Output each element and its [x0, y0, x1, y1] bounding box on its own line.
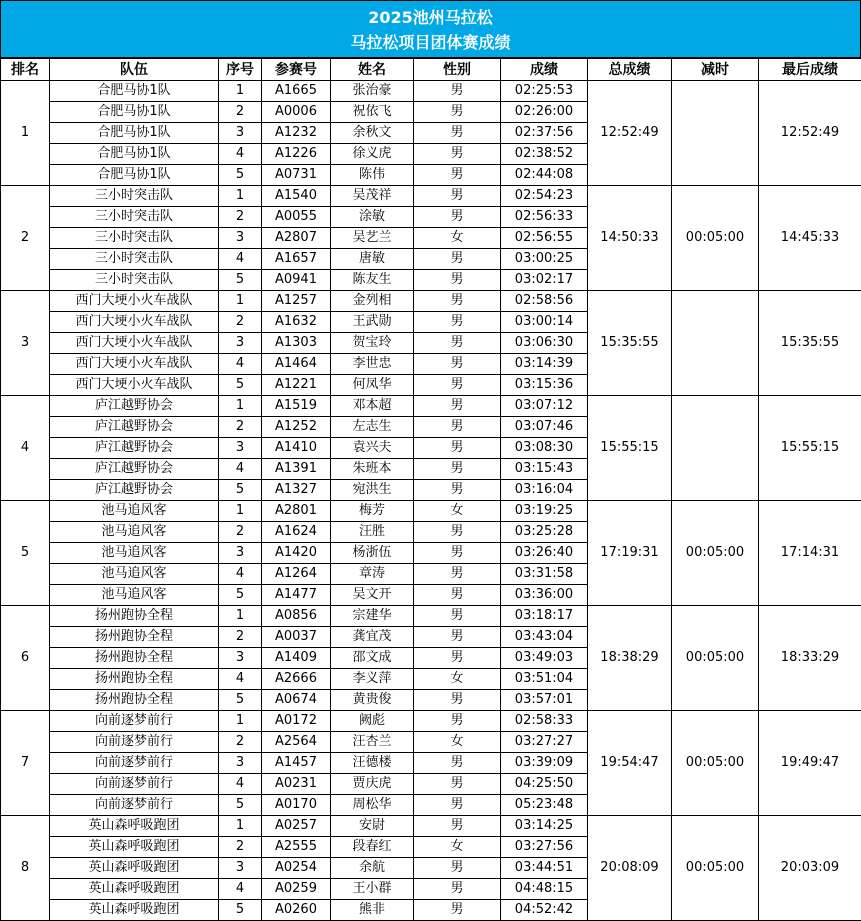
final-cell: 18:33:29: [759, 606, 861, 711]
time-cell: 02:58:56: [501, 291, 588, 312]
bib-cell: A0731: [262, 165, 331, 186]
team-cell: 庐江越野协会: [50, 438, 219, 459]
name-cell: 宗建华: [331, 606, 414, 627]
gender-cell: 男: [414, 333, 501, 354]
team-cell: 三小时突击队: [50, 207, 219, 228]
seq-cell: 2: [219, 417, 262, 438]
name-cell: 邵文成: [331, 648, 414, 669]
gender-cell: 男: [414, 396, 501, 417]
gender-cell: 男: [414, 753, 501, 774]
gender-cell: 男: [414, 900, 501, 921]
header-gender: 性别: [414, 59, 501, 81]
bib-cell: A1221: [262, 375, 331, 396]
time-cell: 03:31:58: [501, 564, 588, 585]
seq-cell: 4: [219, 669, 262, 690]
seq-cell: 1: [219, 816, 262, 837]
time-cell: 03:18:17: [501, 606, 588, 627]
gender-cell: 男: [414, 648, 501, 669]
gender-cell: 男: [414, 816, 501, 837]
team-cell: 扬州跑协全程: [50, 648, 219, 669]
seq-cell: 4: [219, 144, 262, 165]
time-cell: 03:25:28: [501, 522, 588, 543]
name-cell: 吴文开: [331, 585, 414, 606]
time-cell: 03:07:46: [501, 417, 588, 438]
team-results-table: [0, 58, 861, 921]
gender-cell: 男: [414, 690, 501, 711]
bib-cell: A1540: [262, 186, 331, 207]
time-cell: 03:08:30: [501, 438, 588, 459]
time-cell: 03:27:27: [501, 732, 588, 753]
team-cell: 西门大埂小火车战队: [50, 333, 219, 354]
name-cell: 吴茂祥: [331, 186, 414, 207]
bib-cell: A2555: [262, 837, 331, 858]
gender-cell: 男: [414, 480, 501, 501]
rank-cell: 7: [1, 711, 50, 816]
seq-cell: 5: [219, 585, 262, 606]
gender-cell: 男: [414, 123, 501, 144]
team-cell: 向前逐梦前行: [50, 795, 219, 816]
total-cell: 15:35:55: [588, 291, 672, 396]
bib-cell: A0856: [262, 606, 331, 627]
gender-cell: 男: [414, 207, 501, 228]
gender-cell: 男: [414, 459, 501, 480]
gender-cell: 女: [414, 837, 501, 858]
seq-cell: 1: [219, 396, 262, 417]
final-cell: 20:03:09: [759, 816, 861, 921]
bib-cell: A0172: [262, 711, 331, 732]
bib-cell: A0257: [262, 816, 331, 837]
final-cell: 19:49:47: [759, 711, 861, 816]
deduct-cell: [672, 396, 759, 501]
seq-cell: 2: [219, 522, 262, 543]
time-cell: 02:58:33: [501, 711, 588, 732]
deduct-cell: 00:05:00: [672, 816, 759, 921]
name-cell: 贾庆虎: [331, 774, 414, 795]
seq-cell: 3: [219, 333, 262, 354]
time-cell: 03:26:40: [501, 543, 588, 564]
team-cell: 三小时突击队: [50, 270, 219, 291]
bib-cell: A2666: [262, 669, 331, 690]
seq-cell: 3: [219, 648, 262, 669]
bib-cell: A1409: [262, 648, 331, 669]
total-cell: 20:08:09: [588, 816, 672, 921]
gender-cell: 男: [414, 627, 501, 648]
gender-cell: 女: [414, 228, 501, 249]
time-cell: 03:15:43: [501, 459, 588, 480]
team-cell: 合肥马协1队: [50, 165, 219, 186]
name-cell: 段春红: [331, 837, 414, 858]
name-cell: 王武勋: [331, 312, 414, 333]
seq-cell: 2: [219, 627, 262, 648]
gender-cell: 男: [414, 543, 501, 564]
team-cell: 池马追风客: [50, 543, 219, 564]
team-cell: 合肥马协1队: [50, 123, 219, 144]
team-cell: 向前逐梦前行: [50, 732, 219, 753]
bib-cell: A0254: [262, 858, 331, 879]
name-cell: 唐敏: [331, 249, 414, 270]
bib-cell: A1303: [262, 333, 331, 354]
name-cell: 张治豪: [331, 81, 414, 102]
bib-cell: A1232: [262, 123, 331, 144]
total-cell: 19:54:47: [588, 711, 672, 816]
total-cell: 17:19:31: [588, 501, 672, 606]
gender-cell: 男: [414, 102, 501, 123]
name-cell: 龚宜茂: [331, 627, 414, 648]
table-row: [1, 606, 861, 627]
name-cell: 阙彪: [331, 711, 414, 732]
team-cell: 英山森呼吸跑团: [50, 816, 219, 837]
name-cell: 汪德楼: [331, 753, 414, 774]
gender-cell: 男: [414, 711, 501, 732]
rank-cell: 1: [1, 81, 50, 186]
bib-cell: A1264: [262, 564, 331, 585]
name-cell: 左志生: [331, 417, 414, 438]
bib-cell: A1624: [262, 522, 331, 543]
time-cell: 03:57:01: [501, 690, 588, 711]
time-cell: 02:25:53: [501, 81, 588, 102]
final-cell: 17:14:31: [759, 501, 861, 606]
total-cell: 14:50:33: [588, 186, 672, 291]
seq-cell: 4: [219, 249, 262, 270]
time-cell: 03:44:51: [501, 858, 588, 879]
name-cell: 梅芳: [331, 501, 414, 522]
seq-cell: 3: [219, 228, 262, 249]
seq-cell: 5: [219, 690, 262, 711]
gender-cell: 男: [414, 858, 501, 879]
name-cell: 吴艺兰: [331, 228, 414, 249]
bib-cell: A1257: [262, 291, 331, 312]
team-cell: 庐江越野协会: [50, 396, 219, 417]
time-cell: 03:00:14: [501, 312, 588, 333]
header-final: 最后成绩: [759, 59, 861, 81]
name-cell: 涂敏: [331, 207, 414, 228]
name-cell: 陈伟: [331, 165, 414, 186]
deduct-cell: [672, 291, 759, 396]
name-cell: 李义萍: [331, 669, 414, 690]
seq-cell: 1: [219, 711, 262, 732]
team-cell: 英山森呼吸跑团: [50, 879, 219, 900]
team-cell: 扬州跑协全程: [50, 669, 219, 690]
name-cell: 朱班本: [331, 459, 414, 480]
bib-cell: A1457: [262, 753, 331, 774]
time-cell: 03:36:00: [501, 585, 588, 606]
time-cell: 02:38:52: [501, 144, 588, 165]
gender-cell: 男: [414, 795, 501, 816]
deduct-cell: 00:05:00: [672, 501, 759, 606]
seq-cell: 4: [219, 879, 262, 900]
name-cell: 安尉: [331, 816, 414, 837]
team-cell: 扬州跑协全程: [50, 690, 219, 711]
team-cell: 池马追风客: [50, 564, 219, 585]
event-title: 2025池州马拉松: [1, 7, 860, 29]
seq-cell: 5: [219, 375, 262, 396]
time-cell: 03:49:03: [501, 648, 588, 669]
name-cell: 祝依飞: [331, 102, 414, 123]
gender-cell: 男: [414, 879, 501, 900]
bib-cell: A2564: [262, 732, 331, 753]
header-row: [1, 59, 861, 81]
rank-cell: 5: [1, 501, 50, 606]
bib-cell: A1420: [262, 543, 331, 564]
time-cell: 05:23:48: [501, 795, 588, 816]
name-cell: 汪杏兰: [331, 732, 414, 753]
name-cell: 周松华: [331, 795, 414, 816]
gender-cell: 男: [414, 249, 501, 270]
team-cell: 池马追风客: [50, 501, 219, 522]
name-cell: 熊非: [331, 900, 414, 921]
header-bib: 参赛号: [262, 59, 331, 81]
table-row: [1, 186, 861, 207]
seq-cell: 3: [219, 858, 262, 879]
team-cell: 三小时突击队: [50, 186, 219, 207]
seq-cell: 1: [219, 606, 262, 627]
name-cell: 徐义虎: [331, 144, 414, 165]
bib-cell: A1464: [262, 354, 331, 375]
team-cell: 西门大埂小火车战队: [50, 312, 219, 333]
header-seq: 序号: [219, 59, 262, 81]
name-cell: 宛洪生: [331, 480, 414, 501]
team-cell: 池马追风客: [50, 522, 219, 543]
bib-cell: A0231: [262, 774, 331, 795]
bib-cell: A2801: [262, 501, 331, 522]
gender-cell: 女: [414, 732, 501, 753]
time-cell: 04:25:50: [501, 774, 588, 795]
name-cell: 李世忠: [331, 354, 414, 375]
gender-cell: 男: [414, 270, 501, 291]
time-cell: 03:02:17: [501, 270, 588, 291]
team-cell: 合肥马协1队: [50, 102, 219, 123]
name-cell: 汪胜: [331, 522, 414, 543]
gender-cell: 女: [414, 501, 501, 522]
gender-cell: 男: [414, 144, 501, 165]
time-cell: 03:07:12: [501, 396, 588, 417]
team-cell: 庐江越野协会: [50, 417, 219, 438]
seq-cell: 3: [219, 123, 262, 144]
time-cell: 02:56:55: [501, 228, 588, 249]
results-subtitle: 马拉松项目团体赛成绩: [1, 32, 860, 54]
team-cell: 扬州跑协全程: [50, 627, 219, 648]
seq-cell: 5: [219, 795, 262, 816]
bib-cell: A1226: [262, 144, 331, 165]
seq-cell: 3: [219, 438, 262, 459]
title-band: [0, 0, 861, 58]
bib-cell: A1665: [262, 81, 331, 102]
time-cell: 02:56:33: [501, 207, 588, 228]
seq-cell: 5: [219, 270, 262, 291]
time-cell: 03:00:25: [501, 249, 588, 270]
gender-cell: 男: [414, 312, 501, 333]
time-cell: 03:43:04: [501, 627, 588, 648]
rank-cell: 6: [1, 606, 50, 711]
header-total: 总成绩: [588, 59, 672, 81]
deduct-cell: 00:05:00: [672, 186, 759, 291]
seq-cell: 2: [219, 207, 262, 228]
gender-cell: 男: [414, 438, 501, 459]
total-cell: 15:55:15: [588, 396, 672, 501]
header-team: 队伍: [50, 59, 219, 81]
name-cell: 陈友生: [331, 270, 414, 291]
team-cell: 向前逐梦前行: [50, 711, 219, 732]
seq-cell: 4: [219, 354, 262, 375]
bib-cell: A0260: [262, 900, 331, 921]
time-cell: 02:54:23: [501, 186, 588, 207]
bib-cell: A1252: [262, 417, 331, 438]
gender-cell: 男: [414, 417, 501, 438]
gender-cell: 男: [414, 81, 501, 102]
deduct-cell: 00:05:00: [672, 711, 759, 816]
name-cell: 金列相: [331, 291, 414, 312]
team-cell: 向前逐梦前行: [50, 774, 219, 795]
time-cell: 02:37:56: [501, 123, 588, 144]
bib-cell: A0170: [262, 795, 331, 816]
gender-cell: 男: [414, 606, 501, 627]
table-row: [1, 501, 861, 522]
header-deduct: 减时: [672, 59, 759, 81]
header-rank: 排名: [1, 59, 50, 81]
bib-cell: A1519: [262, 396, 331, 417]
seq-cell: 5: [219, 165, 262, 186]
deduct-cell: [672, 81, 759, 186]
seq-cell: 5: [219, 480, 262, 501]
name-cell: 王小群: [331, 879, 414, 900]
gender-cell: 男: [414, 375, 501, 396]
seq-cell: 4: [219, 564, 262, 585]
header-name: 姓名: [331, 59, 414, 81]
table-row: [1, 81, 861, 102]
seq-cell: 1: [219, 186, 262, 207]
time-cell: 02:26:00: [501, 102, 588, 123]
final-cell: 12:52:49: [759, 81, 861, 186]
seq-cell: 4: [219, 774, 262, 795]
team-cell: 英山森呼吸跑团: [50, 858, 219, 879]
name-cell: 余秋文: [331, 123, 414, 144]
rank-cell: 8: [1, 816, 50, 921]
bib-cell: A1477: [262, 585, 331, 606]
deduct-cell: 00:05:00: [672, 606, 759, 711]
gender-cell: 男: [414, 354, 501, 375]
team-cell: 庐江越野协会: [50, 480, 219, 501]
team-cell: 英山森呼吸跑团: [50, 900, 219, 921]
gender-cell: 男: [414, 774, 501, 795]
rank-cell: 4: [1, 396, 50, 501]
time-cell: 03:06:30: [501, 333, 588, 354]
rank-cell: 3: [1, 291, 50, 396]
table-row: [1, 291, 861, 312]
team-cell: 西门大埂小火车战队: [50, 291, 219, 312]
bib-cell: A0037: [262, 627, 331, 648]
team-cell: 向前逐梦前行: [50, 753, 219, 774]
final-cell: 15:35:55: [759, 291, 861, 396]
table-row: [1, 816, 861, 837]
seq-cell: 4: [219, 459, 262, 480]
gender-cell: 男: [414, 291, 501, 312]
team-cell: 英山森呼吸跑团: [50, 837, 219, 858]
table-row: [1, 396, 861, 417]
seq-cell: 3: [219, 753, 262, 774]
gender-cell: 男: [414, 564, 501, 585]
header-time: 成绩: [501, 59, 588, 81]
name-cell: 余航: [331, 858, 414, 879]
bib-cell: A1657: [262, 249, 331, 270]
bib-cell: A1391: [262, 459, 331, 480]
seq-cell: 5: [219, 900, 262, 921]
team-cell: 西门大埂小火车战队: [50, 375, 219, 396]
time-cell: 03:19:25: [501, 501, 588, 522]
bib-cell: A0006: [262, 102, 331, 123]
name-cell: 何凤华: [331, 375, 414, 396]
name-cell: 邓本超: [331, 396, 414, 417]
team-cell: 三小时突击队: [50, 228, 219, 249]
team-cell: 西门大埂小火车战队: [50, 354, 219, 375]
time-cell: 03:16:04: [501, 480, 588, 501]
time-cell: 03:39:09: [501, 753, 588, 774]
team-cell: 合肥马协1队: [50, 81, 219, 102]
seq-cell: 2: [219, 312, 262, 333]
bib-cell: A1410: [262, 438, 331, 459]
time-cell: 04:48:15: [501, 879, 588, 900]
gender-cell: 男: [414, 186, 501, 207]
seq-cell: 1: [219, 81, 262, 102]
time-cell: 03:27:56: [501, 837, 588, 858]
seq-cell: 3: [219, 543, 262, 564]
name-cell: 黄贵俊: [331, 690, 414, 711]
gender-cell: 男: [414, 585, 501, 606]
gender-cell: 男: [414, 522, 501, 543]
team-cell: 池马追风客: [50, 585, 219, 606]
bib-cell: A2807: [262, 228, 331, 249]
time-cell: 02:44:08: [501, 165, 588, 186]
bib-cell: A0674: [262, 690, 331, 711]
time-cell: 03:14:39: [501, 354, 588, 375]
gender-cell: 女: [414, 669, 501, 690]
total-cell: 18:38:29: [588, 606, 672, 711]
name-cell: 贺宝玲: [331, 333, 414, 354]
team-cell: 合肥马协1队: [50, 144, 219, 165]
bib-cell: A1327: [262, 480, 331, 501]
team-cell: 扬州跑协全程: [50, 606, 219, 627]
bib-cell: A0259: [262, 879, 331, 900]
seq-cell: 2: [219, 732, 262, 753]
name-cell: 袁兴夫: [331, 438, 414, 459]
bib-cell: A0941: [262, 270, 331, 291]
team-cell: 三小时突击队: [50, 249, 219, 270]
time-cell: 03:51:04: [501, 669, 588, 690]
rank-cell: 2: [1, 186, 50, 291]
seq-cell: 1: [219, 501, 262, 522]
bib-cell: A0055: [262, 207, 331, 228]
final-cell: 15:55:15: [759, 396, 861, 501]
final-cell: 14:45:33: [759, 186, 861, 291]
team-cell: 庐江越野协会: [50, 459, 219, 480]
seq-cell: 1: [219, 291, 262, 312]
seq-cell: 2: [219, 102, 262, 123]
total-cell: 12:52:49: [588, 81, 672, 186]
gender-cell: 男: [414, 165, 501, 186]
seq-cell: 2: [219, 837, 262, 858]
time-cell: 03:14:25: [501, 816, 588, 837]
time-cell: 04:52:42: [501, 900, 588, 921]
time-cell: 03:15:36: [501, 375, 588, 396]
results-body: [1, 81, 861, 921]
table-row: [1, 711, 861, 732]
name-cell: 杨浙伍: [331, 543, 414, 564]
bib-cell: A1632: [262, 312, 331, 333]
name-cell: 章涛: [331, 564, 414, 585]
